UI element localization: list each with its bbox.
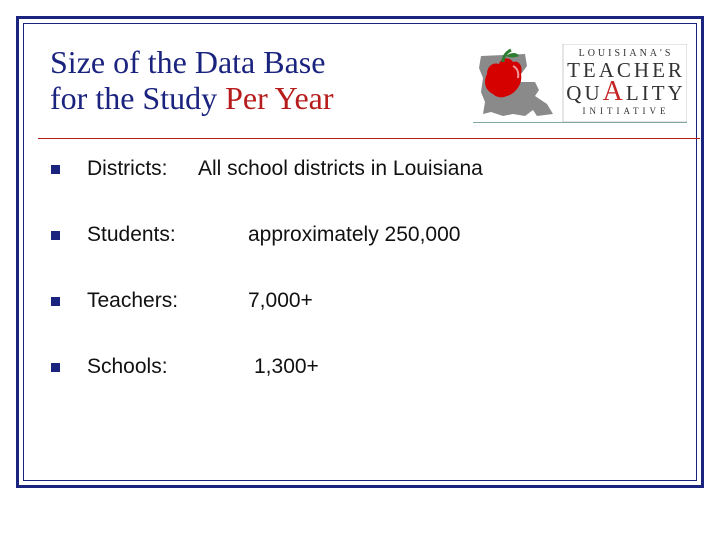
logo-line-3 <box>564 76 688 107</box>
bullet-label: Students: <box>87 223 176 246</box>
bullet-schools <box>46 352 686 382</box>
bullet-value: 7,000+ <box>248 289 313 312</box>
slide-title <box>50 44 334 116</box>
bullet-label: Districts: <box>87 157 168 180</box>
logo-underline <box>473 122 687 123</box>
louisiana-map-icon <box>479 50 553 116</box>
title-line-2-accent: Per Year <box>225 80 334 116</box>
bullet-students <box>46 220 686 250</box>
slide-inner-frame <box>23 23 697 481</box>
title-divider <box>38 138 700 139</box>
logo-wordmark <box>564 48 688 116</box>
bullet-teachers <box>46 286 686 316</box>
bullet-value: approximately 250,000 <box>248 223 461 246</box>
logo-line-3-b: LITY <box>625 81 686 105</box>
bullet-value: 1,300+ <box>254 355 319 378</box>
logo-line-4: INITIATIVE <box>582 106 670 116</box>
logo-big-a: A <box>602 76 626 107</box>
bullet-label: Schools: <box>87 355 168 378</box>
logo-line-3-a: QU <box>566 81 603 105</box>
bullet-marker <box>51 363 60 372</box>
title-line-2 <box>50 80 334 116</box>
logo-line-1: LOUISIANA'S <box>578 48 674 59</box>
bullet-marker <box>51 165 60 174</box>
title-line-2-prefix: for the Study <box>50 80 226 116</box>
bullet-value: All school districts in Louisiana <box>198 157 483 180</box>
bullet-districts <box>46 154 686 184</box>
logo-line-2: TEACHER <box>567 58 685 82</box>
bullet-marker <box>51 231 60 240</box>
bullet-marker <box>51 297 60 306</box>
slide-frame <box>16 16 704 488</box>
bullet-label: Teachers: <box>87 289 179 312</box>
title-line-1: Size of the Data Base <box>50 44 326 80</box>
